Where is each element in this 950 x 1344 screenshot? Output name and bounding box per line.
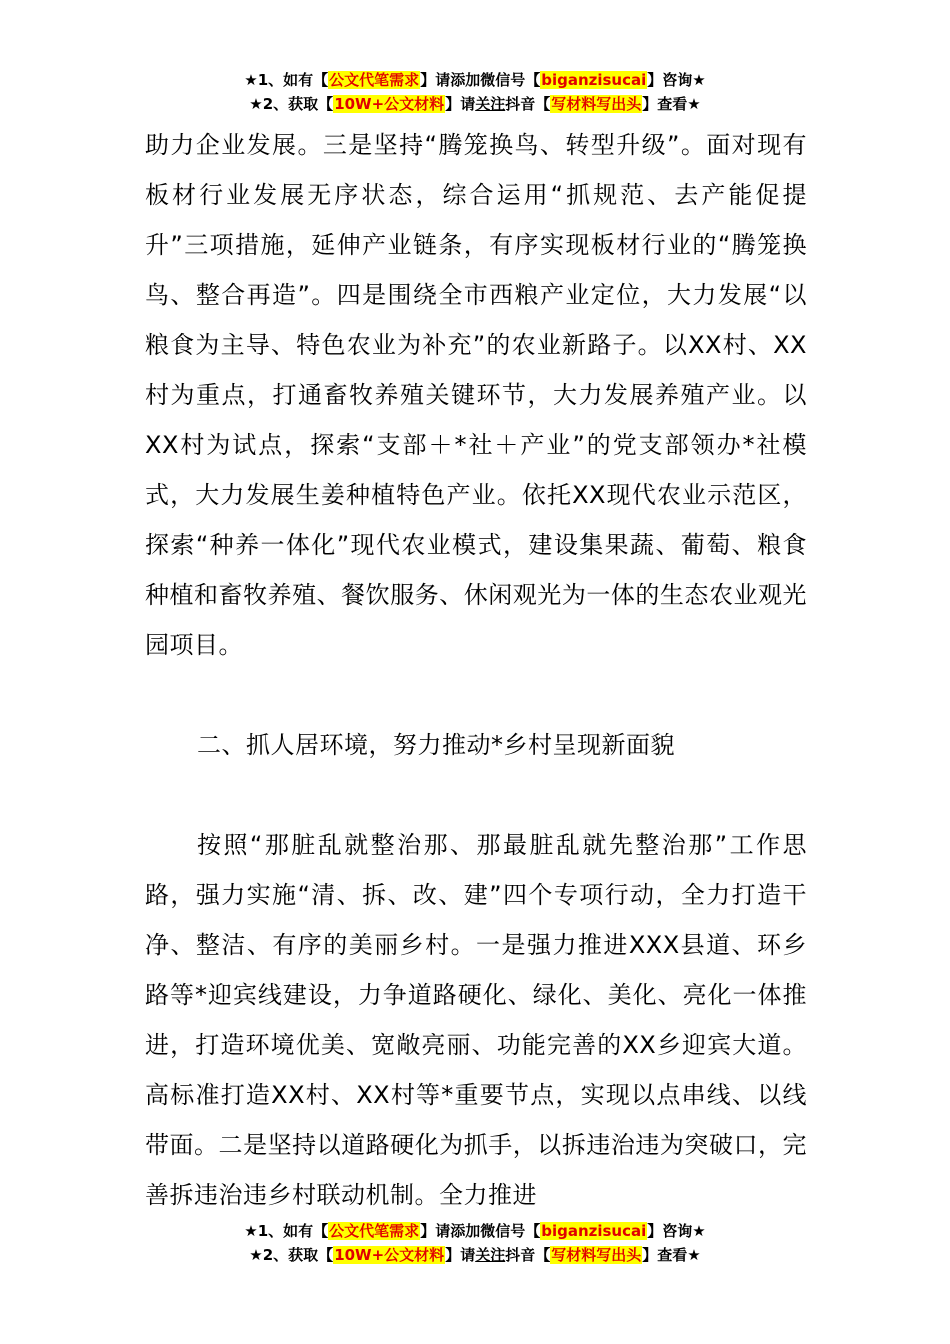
banner-text: 】请: [445, 1246, 476, 1264]
banner-text: 】咨询★: [647, 1222, 706, 1240]
banner-text: 】请添加微信号【: [420, 71, 541, 89]
banner-text: 抖音【: [505, 95, 551, 113]
banner-line-2: [0, 92, 950, 116]
banner-highlight-materials: 10W+公文材料: [334, 1246, 445, 1264]
banner-text: ★2、获取【: [249, 1246, 334, 1264]
banner-underlined-follow: 关注: [475, 1246, 506, 1264]
banner-highlight-wechat-id: biganzisucai: [541, 1222, 647, 1240]
banner-text: ★1、如有【: [244, 1222, 329, 1240]
paragraph-2: 按照“那脏乱就整治那、那最脏乱就先整治那”工作思路，强力实施“清、拆、改、建”四个专项行动，全力打造干净、整洁、有序的美丽乡村。一是强力推进XXX县道、环乡路等*迎宾线建设，力争道路硬化、绿化、美化、亮化一体推进，打造环境优美、宽敞亮丽、功能完善的XX乡迎宾大道。高标准打造XX村、XX村等*重要节点，实现以点串线、以线带面。二是坚持以道路硬化为抓手，以拆违治违为突破口，完善拆违治违乡村联动机制。全力推进: [145, 831, 807, 1209]
banner-line-1: [0, 68, 950, 92]
banner-text: ★2、获取【: [249, 95, 334, 113]
banner-highlight-douyin: 写材料写出头: [551, 1246, 642, 1264]
banner-text: 】查看★: [642, 1246, 701, 1264]
document-body: [145, 120, 807, 1220]
paragraph-1: 助力企业发展。三是坚持“腾笼换鸟、转型升级”。面对现有板材行业发展无序状态，综合运用“抓规范、去产能促提升”三项措施，延伸产业链条，有序实现板材行业的“腾笼换鸟、整合再造”。四是围绕全市西粮产业定位，大力发展“以粮食为主导、特色农业为补充”的农业新路子。以XX村、XX村为重点，打通畜牧养殖关键环节，大力发展养殖产业。以XX村为试点，探索“支部＋*社＋产业”的党支部领办*社模式，大力发展生姜种植特色产业。依托XX现代农业示范区，探索“种养一体化”现代农业模式，建设集果蔬、葡萄、粮食种植和畜牧养殖、餐饮服务、休闲观光为一体的生态农业观光园项目。: [145, 131, 807, 659]
footer-banner: [0, 1219, 950, 1267]
banner-text: 抖音【: [505, 1246, 551, 1264]
banner-highlight-wechat-id: biganzisucai: [541, 71, 647, 89]
banner-line-2: [0, 1243, 950, 1267]
header-banner: [0, 68, 950, 116]
section-heading-2: 二、抓人居环境，努力推动*乡村呈现新面貌: [197, 731, 675, 759]
banner-text: 】咨询★: [647, 71, 706, 89]
banner-highlight-service: 公文代笔需求: [329, 71, 420, 89]
banner-text: 】请添加微信号【: [420, 1222, 541, 1240]
banner-underlined-follow: 关注: [475, 95, 506, 113]
banner-text: 】请: [445, 95, 476, 113]
banner-highlight-douyin: 写材料写出头: [551, 95, 642, 113]
banner-highlight-materials: 10W+公文材料: [334, 95, 445, 113]
banner-text: ★1、如有【: [244, 71, 329, 89]
banner-text: 】查看★: [642, 95, 701, 113]
banner-line-1: [0, 1219, 950, 1243]
banner-highlight-service: 公文代笔需求: [329, 1222, 420, 1240]
